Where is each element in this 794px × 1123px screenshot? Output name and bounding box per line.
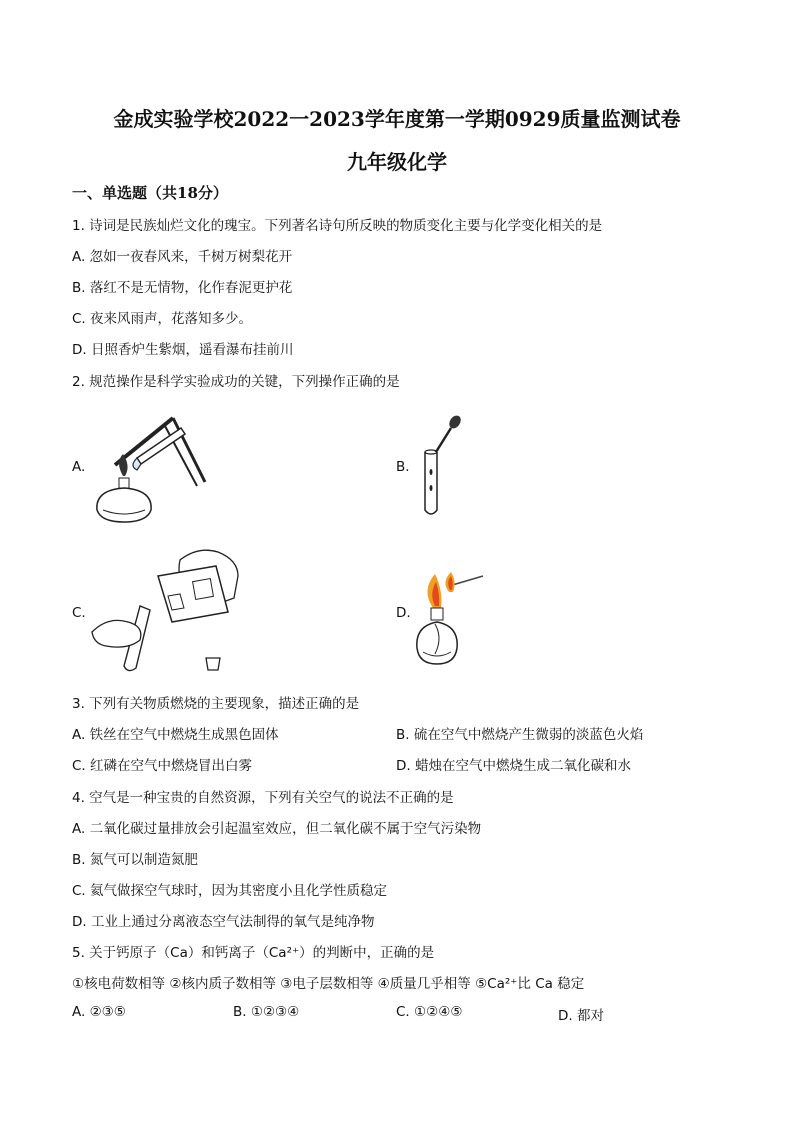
- exam-title: 金成实验学校2022一2023学年度第一学期0929质量监测试卷: [113, 107, 681, 131]
- q3-option-a: A. 铁丝在空气中燃烧生成黑色固体: [72, 727, 279, 743]
- q5-option-d: D. 都对: [558, 1008, 604, 1024]
- q5-option-a: A. ②③⑤: [72, 1004, 126, 1020]
- q1-option-a: A. 忽如一夜春风来，千树万树梨花开: [72, 249, 293, 265]
- q2-label-a: A.: [72, 459, 86, 475]
- section-heading: 一、单选题（共18分）: [72, 184, 228, 202]
- q4-option-b: B. 氮气可以制造氮肥: [72, 852, 198, 868]
- q4-stem: 4. 空气是一种宝贵的自然资源，下列有关空气的说法不正确的是: [72, 790, 454, 806]
- dropper-into-tube-figure: [415, 412, 470, 522]
- q4-option-a: A. 二氧化碳过量排放会引起温室效应，但二氧化碳不属于空气污染物: [72, 821, 482, 837]
- q4-option-d: D. 工业上通过分离液态空气法制得的氧气是纯净物: [72, 914, 375, 930]
- q4-option-c: C. 氦气做探空气球时，因为其密度小且化学性质稳定: [72, 883, 388, 899]
- q5-stem: 5. 关于钙原子（Ca）和钙离子（Ca²⁺）的判断中，正确的是: [72, 945, 435, 961]
- pouring-liquid-figure: [88, 546, 248, 676]
- q1-option-b: B. 落红不是无情物，化作春泥更护花: [72, 280, 293, 296]
- q1-stem: 1. 诗词是民族灿烂文化的瑰宝。下列著名诗句所反映的物质变化主要与化学变化相关的是: [72, 218, 603, 234]
- q1-option-d: D. 日照香炉生紫烟，遥看瀑布挂前川: [72, 342, 294, 358]
- q3-option-c: C. 红磷在空气中燃烧冒出白雾: [72, 758, 253, 774]
- q2-label-c: C.: [72, 605, 86, 621]
- q2-stem: 2. 规范操作是科学实验成功的关键，下列操作正确的是: [72, 374, 400, 390]
- exam-subtitle: 九年级化学: [347, 150, 447, 174]
- q2-label-d: D.: [396, 605, 411, 621]
- heating-test-tube-figure: [85, 410, 215, 530]
- lighting-alcohol-lamp-figure: [413, 568, 493, 673]
- q3-option-b: B. 硫在空气中燃烧产生微弱的淡蓝色火焰: [396, 727, 644, 743]
- q3-stem: 3. 下列有关物质燃烧的主要现象，描述正确的是: [72, 696, 360, 712]
- q1-option-c: C. 夜来风雨声，花落知多少。: [72, 311, 253, 327]
- q2-label-b: B.: [396, 459, 410, 475]
- q3-option-d: D. 蜡烛在空气中燃烧生成二氧化碳和水: [396, 758, 631, 774]
- q5-option-c: C. ①②④⑤: [396, 1004, 463, 1020]
- q5-option-b: B. ①②③④: [233, 1004, 300, 1020]
- q5-statements: ①核电荷数相等 ②核内质子数相等 ③电子层数相等 ④质量几乎相等 ⑤Ca²⁺比 Ca 稳定: [72, 976, 585, 992]
